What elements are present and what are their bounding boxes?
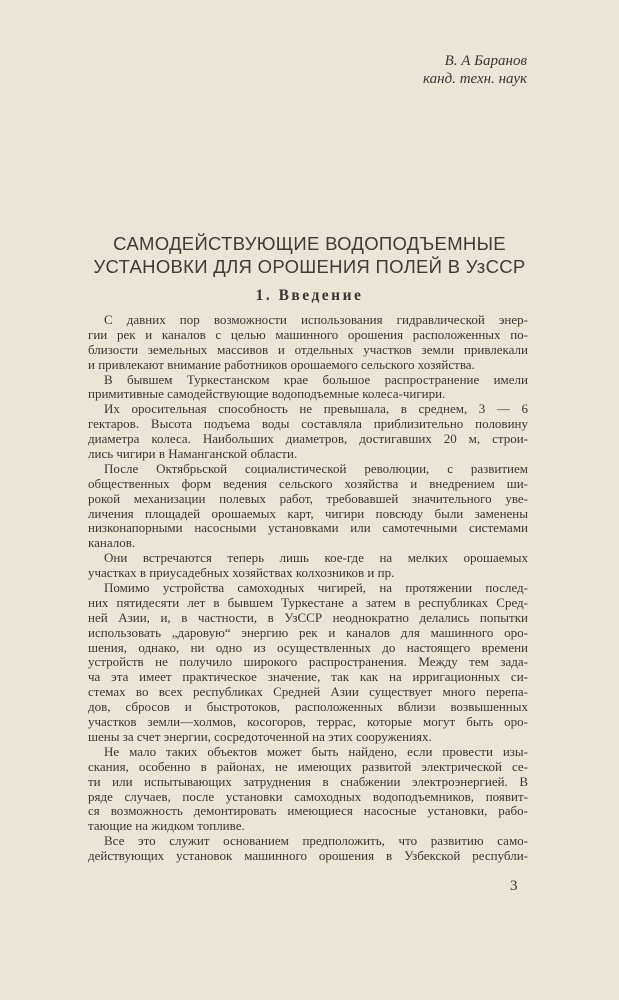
text-line: В бывшем Туркестанском крае большое распространение имели (104, 372, 528, 387)
text-line: Они встречаются теперь лишь кое-где на мелких орошаемых (104, 551, 528, 566)
text-line: С давних пор возможности использования гидравлической энер- (104, 313, 528, 327)
text-line: гектаров. Высота подъема воды составляла приблизительно половину (88, 417, 528, 432)
author-degree: канд. техн. наук (423, 71, 527, 87)
text-line: лись чигири в Наманганской области. (88, 447, 298, 462)
text-line: примитивные самодействующие водоподъемные колеса-чигири. (88, 387, 446, 402)
text-line: гии рек и каналов с целью машинного орошения расположенных по- (88, 327, 528, 342)
text-line: участков земли—холмов, косогоров, террас, которые могут быть оро- (88, 715, 528, 730)
text-line: ней Азии, и, в частности, в УзССР неоднократно делались попытки (88, 610, 528, 625)
text-line: ся возможность демонтировать имеющиеся насосные установки, рабо- (88, 804, 528, 819)
text-line: низконапорными насосными установками или самотечными системами (88, 521, 528, 536)
text-line: шены за счет энергии, сосредоточенной на этих сооружениях. (88, 729, 432, 744)
text-line: них пятидесяти лет в бывшем Туркестане а затем в республиках Сред- (88, 595, 528, 610)
page-number: 3 (510, 878, 518, 894)
author-block (423, 52, 527, 88)
text-line: ча эта имеет практическое значение, так как на ирригационных си- (88, 670, 528, 685)
text-line: После Октябрьской социалистической революции, с развитием (104, 461, 528, 476)
text-line: шения, однако, ни одно из осуществленных до настоящего времени (88, 640, 528, 655)
article-title (0, 232, 619, 278)
text-line: тающие на жидком топливе. (88, 819, 245, 834)
text-line: Их оросительная способность не превышала, в среднем, 3 — 6 (104, 402, 528, 417)
text-line: Все это служит основанием предположить, что развитию само- (104, 834, 528, 849)
title-line-1: САМОДЕЙСТВУЮЩИЕ ВОДОПОДЪЕМНЫЕ (113, 233, 506, 254)
text-line: устройств не получило широкого распространения. Между тем зада- (88, 655, 528, 670)
text-line: стемах во всех республиках Средней Азии существует много перепа- (88, 685, 528, 700)
text-line: действующих установок машинного орошения в Узбекской республи- (88, 849, 528, 864)
text-line: участках в приусадебных хозяйствах колхозников и пр. (88, 566, 395, 581)
text-line: диаметра колеса. Наибольших диаметров, достигавших 20 м, строи- (88, 432, 528, 447)
text-line: близости земельных массивов и отдельных участков земли привлекали (88, 342, 528, 357)
text-line: использовать „даровую“ энергию рек и каналов для машинного оро- (88, 625, 528, 640)
text-line: ти или испытывающих затруднения в снабжении электроэнергией. В (88, 774, 528, 789)
text-line: Не мало таких объектов может быть найдено, если провести изы- (104, 744, 528, 759)
text-line: Помимо устройства самоходных чигирей, на протяжении послед- (104, 581, 528, 596)
author-name: В. А Баранов (444, 53, 527, 69)
text-line: дов, сбросов и быстротоков, расположенных вблизи возвышенных (88, 700, 528, 715)
title-line-2: УСТАНОВКИ ДЛЯ ОРОШЕНИЯ ПОЛЕЙ В УзССР (93, 256, 526, 277)
text-line: скания, особенно в районах, не имеющих развитой электрической се- (88, 759, 528, 774)
text-line: личения площадей орошаемых карт, чигири повсюду были заменены (88, 506, 528, 521)
text-line: общественных форм ведения сельского хозяйства и внедрением ши- (88, 476, 528, 491)
text-line: и привлекают внимание работников орошаемого сельского хозяйства. (88, 357, 475, 372)
text-line: рокой механизации полевых работ, требовавшей значительного уве- (88, 491, 528, 506)
body-text (88, 313, 528, 864)
section-heading: 1. Введение (255, 287, 364, 304)
text-line: ряде случаев, после установки самоходных водоподъемников, появит- (88, 789, 528, 804)
text-line: каналов. (88, 536, 136, 551)
